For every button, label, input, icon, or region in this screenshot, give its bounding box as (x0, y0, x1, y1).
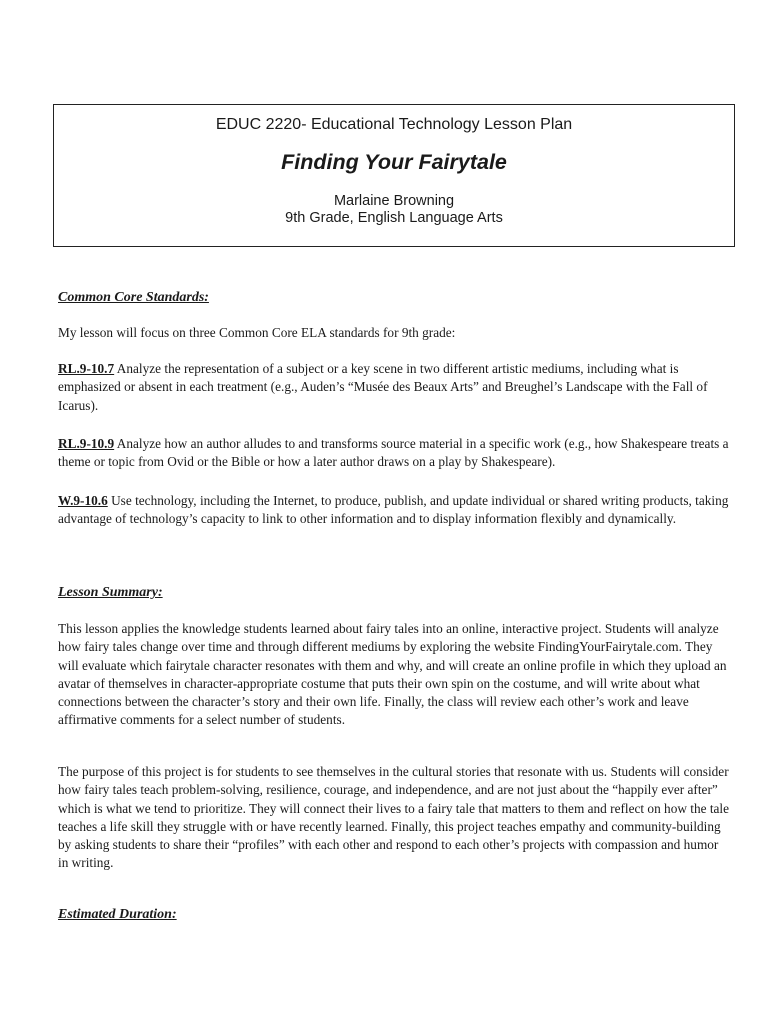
standard-text: Analyze how an author alludes to and transforms source material in a specific work (e.g., how Shakespeare treats a theme or topic from Ovid or the Bible or how a later author draws on a play by Shakespeare). (58, 436, 729, 470)
summary-heading: Lesson Summary: (58, 585, 163, 600)
lesson-title: Finding Your Fairytale (281, 150, 507, 174)
duration-heading: Estimated Duration: (58, 907, 177, 922)
standards-heading: Common Core Standards: (58, 290, 209, 305)
course-title: EDUC 2220- Educational Technology Lesson Plan (215, 116, 573, 133)
author-name: Marlaine Browning (333, 193, 455, 209)
standard-text: Analyze the representation of a subject or a key scene in two different artistic mediums, including what is emphasized or absent in each treatment (e.g., Auden’s “Musée des Beaux Arts” and Breughel’s Landscape with the Fall of Icarus). (58, 361, 708, 413)
standard-item (58, 492, 732, 529)
standard-item (58, 435, 732, 472)
summary-paragraph: This lesson applies the knowledge students learned about fairy tales into an online, interactive project. Students will analyze how fairy tales change over time and through different mediums by exploring the website FindingYourFairytale.com. They will evaluate which fairytale character resonates with them and why, and will create an online profile in which they upload an avatar of themselves in character-appropriate costume that puts their own spin on the costume, and will write about what connections between the character’s story and their own life. Finally, the class will review each other’s work and leave affirmative comments for a select number of students. (58, 621, 727, 728)
grade-subject: 9th Grade, English Language Arts (285, 210, 503, 226)
lesson-header-box (53, 104, 735, 247)
standard-item (58, 360, 732, 415)
standard-code: W.9-10.6 (58, 493, 108, 508)
standard-code: RL.9-10.9 (58, 436, 115, 451)
standard-code: RL.9-10.7 (58, 361, 115, 376)
standard-text: Use technology, including the Internet, to produce, publish, and update individual or shared writing products, taking advantage of technology’s capacity to link to other information and to display information flexibly and dynamically. (58, 493, 729, 527)
standards-intro: My lesson will focus on three Common Core ELA standards for 9th grade: (58, 325, 456, 340)
summary-paragraph: The purpose of this project is for students to see themselves in the cultural stories that resonate with us. Students will consider how fairy tales teach problem-solving, resilience, courage, and independence, and are not just about the “happily ever after” which is what we tend to prioritize. They will connect their lives to a fairy tale that matters to them and reflect on how the tale teaches a life skill they struggle with or have recently learned. Finally, this project teaches empathy and community-building by asking students to share their “profiles” with each other and respond to each other’s projects with compassion and humor in writing. (58, 764, 730, 871)
